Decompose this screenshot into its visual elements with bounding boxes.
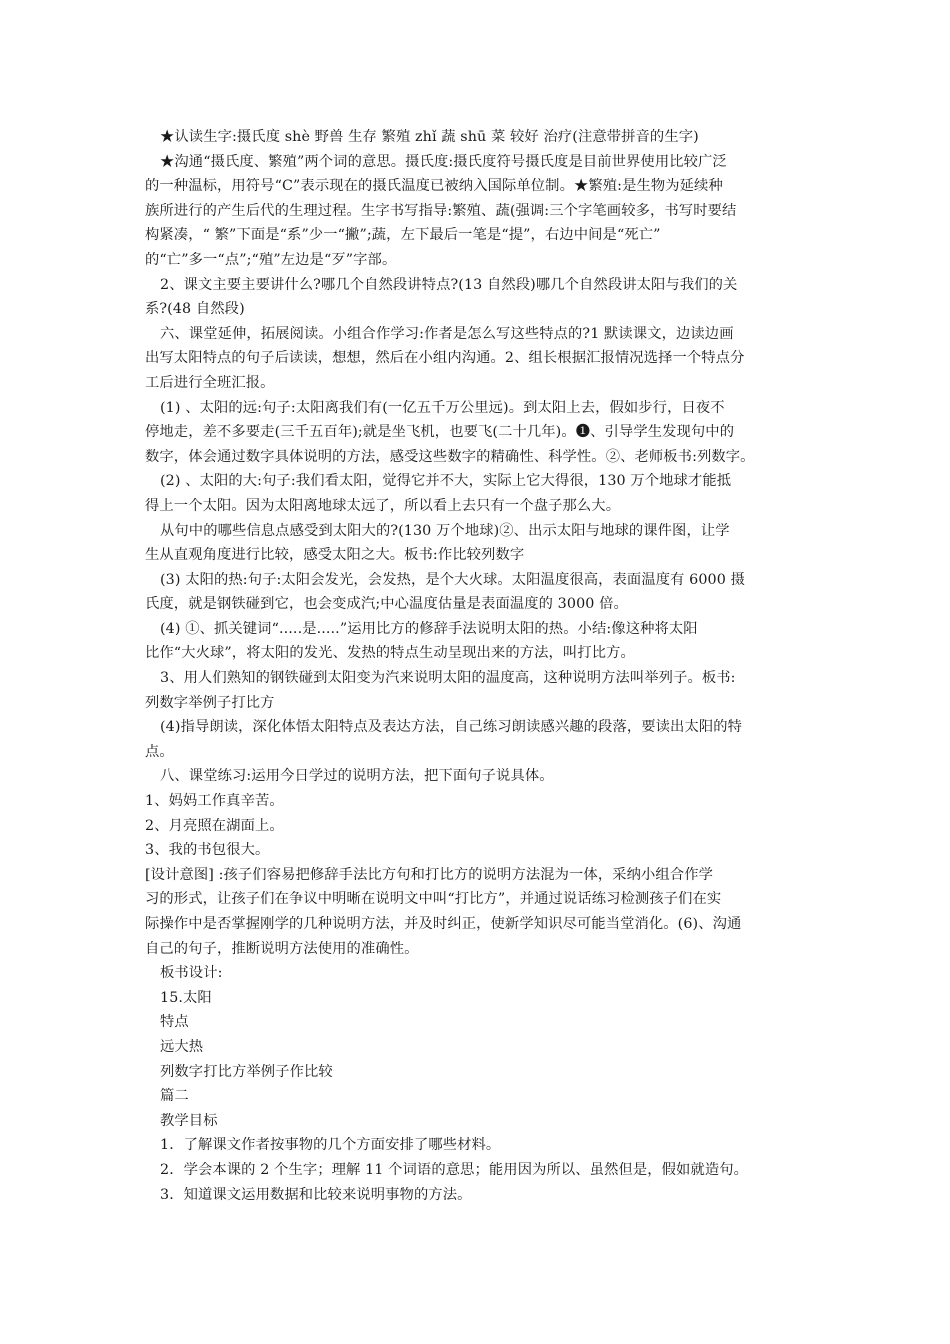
text-line: 1、妈妈工作真辛苦。 bbox=[145, 793, 284, 810]
text-line: 15.太阳 bbox=[160, 989, 212, 1006]
text-line: 篇二 bbox=[160, 1088, 189, 1105]
text-line: 2．学会本课的 2 个生字；理解 11 个词语的意思；能用因为所以、虽然但是，假如就造句。 bbox=[160, 1161, 749, 1178]
text-line: 3、我的书包很大。 bbox=[145, 842, 270, 859]
text-line: 远大热 bbox=[160, 1038, 204, 1055]
text-line: 停地走，差不多要走(三千五百年);就是坐飞机，也要飞(二十几年)。❶、引导学生发现句中的 bbox=[145, 424, 735, 441]
text-line: (3) 太阳的热:句子:太阳会发光，会发热，是个大火球。太阳温度很高，表面温度有 6000 摄 bbox=[160, 571, 745, 588]
text-line: 1．了解课文作者按事物的几个方面安排了哪些材料。 bbox=[160, 1137, 501, 1154]
text-line: 2、月亮照在湖面上。 bbox=[145, 817, 284, 834]
text-line: 族所进行的产生后代的生理过程。生字书写指导:繁殖、蔬(强调:三个字笔画较多，书写时要结 bbox=[145, 202, 737, 219]
text-line: 列数字举例子打比方 bbox=[145, 694, 275, 711]
text-line: 特点 bbox=[160, 1014, 189, 1031]
text-line: (4) ①、抓关键词“.....是.....”运用比方的修辞手法说明太阳的热。小结:像这种将太阳 bbox=[160, 620, 698, 637]
text-line: 点。 bbox=[145, 743, 174, 760]
text-line: 八、课堂练习:运用今日学过的说明方法，把下面句子说具体。 bbox=[160, 768, 554, 785]
text-line: 教学目标 bbox=[160, 1112, 218, 1129]
text-line: 系?(48 自然段) bbox=[145, 301, 245, 318]
text-line: 的“亡”多一“点”;“殖”左边是“歹”字部。 bbox=[145, 251, 397, 268]
text-line: 2、课文主要主要讲什么?哪几个自然段讲特点?(13 自然段)哪几个自然段讲太阳与我们的关 bbox=[160, 276, 738, 293]
text-line: 列数字打比方举例子作比较 bbox=[160, 1063, 333, 1080]
text-line: (1) 、太阳的远:句子:太阳离我们有(一亿五千万公里远)。到太阳上去，假如步行，日夜不 bbox=[160, 399, 725, 416]
document-body bbox=[145, 125, 825, 1207]
text-line: 构紧凑，“ 繁”下面是“系”少一“撇”;蔬，左下最后一笔是“提”，右边中间是“死亡” bbox=[145, 227, 661, 244]
text-line: 氏度，就是钢铁碰到它，也会变成汽;中心温度估量是表面温度的 3000 倍。 bbox=[145, 596, 628, 613]
text-line: 际操作中是否掌握刚学的几种说明方法，并及时纠正，使新学知识尽可能当堂消化。(6)、沟通 bbox=[145, 916, 742, 932]
text-line: 得上一个太阳。因为太阳离地球太远了，所以看上去只有一个盘子那么大。 bbox=[145, 497, 621, 514]
text-line: 3．知道课文运用数据和比较来说明事物的方法。 bbox=[160, 1186, 472, 1203]
text-line: 板书设计: bbox=[160, 965, 223, 982]
text-line: 自己的句子，推断说明方法使用的准确性。 bbox=[145, 940, 419, 957]
text-line: 六、课堂延伸，拓展阅读。小组合作学习:作者是怎么写这些特点的?1 默读课文，边读边画 bbox=[160, 325, 734, 342]
text-line: 工后进行全班汇报。 bbox=[145, 374, 275, 391]
text-line: 的一种温标，用符号“C”表示现在的摄氏温度已被纳入国际单位制。★繁殖:是生物为延续种 bbox=[145, 178, 723, 195]
text-line: 从句中的哪些信息点感受到太阳大的?(130 万个地球)②、出示太阳与地球的课件图，让学 bbox=[160, 522, 730, 539]
text-line: (4)指导朗读，深化体悟太阳特点及表达方法，自己练习朗读感兴趣的段落，要读出太阳的特 bbox=[160, 719, 743, 736]
text-line: ★沟通“摄氏度、繁殖”两个词的意思。摄氏度:摄氏度符号摄氏度是目前世界使用比较广泛 bbox=[160, 153, 727, 170]
text-line: [设计意图] :孩子们容易把修辞手法比方句和打比方的说明方法混为一体，采纳小组合作学 bbox=[145, 866, 713, 883]
text-line: (2) 、太阳的大:句子:我们看太阳，觉得它并不大，实际上它大得很，130 万个地球才能抵 bbox=[160, 473, 732, 490]
text-line: 习的形式，让孩子们在争议中明晰在说明文中叫“打比方”，并通过说话练习检测孩子们在实 bbox=[145, 891, 722, 908]
text-line: ★认读生字:摄氏度 shè 野兽 生存 繁殖 zhǐ 蔬 shū 菜 较好 治疗(注意带拼音的生字) bbox=[160, 129, 699, 145]
text-line: 比作“大火球”，将太阳的发光、发热的特点生动呈现出来的方法，叫打比方。 bbox=[145, 645, 635, 662]
text-line: 数字，体会通过数字具体说明的方法，感受这些数字的精确性、科学性。②、老师板书:列数字。 bbox=[145, 448, 755, 465]
text-line: 生从直观角度进行比较，感受太阳之大。板书:作比较列数字 bbox=[145, 547, 525, 564]
text-line: 3、用人们熟知的钢铁碰到太阳变为汽来说明太阳的温度高，这种说明方法叫举列子。板书: bbox=[160, 670, 736, 687]
text-line: 出写太阳特点的句子后读读，想想，然后在小组内沟通。2、组长根据汇报情况选择一个特点分 bbox=[145, 350, 745, 367]
